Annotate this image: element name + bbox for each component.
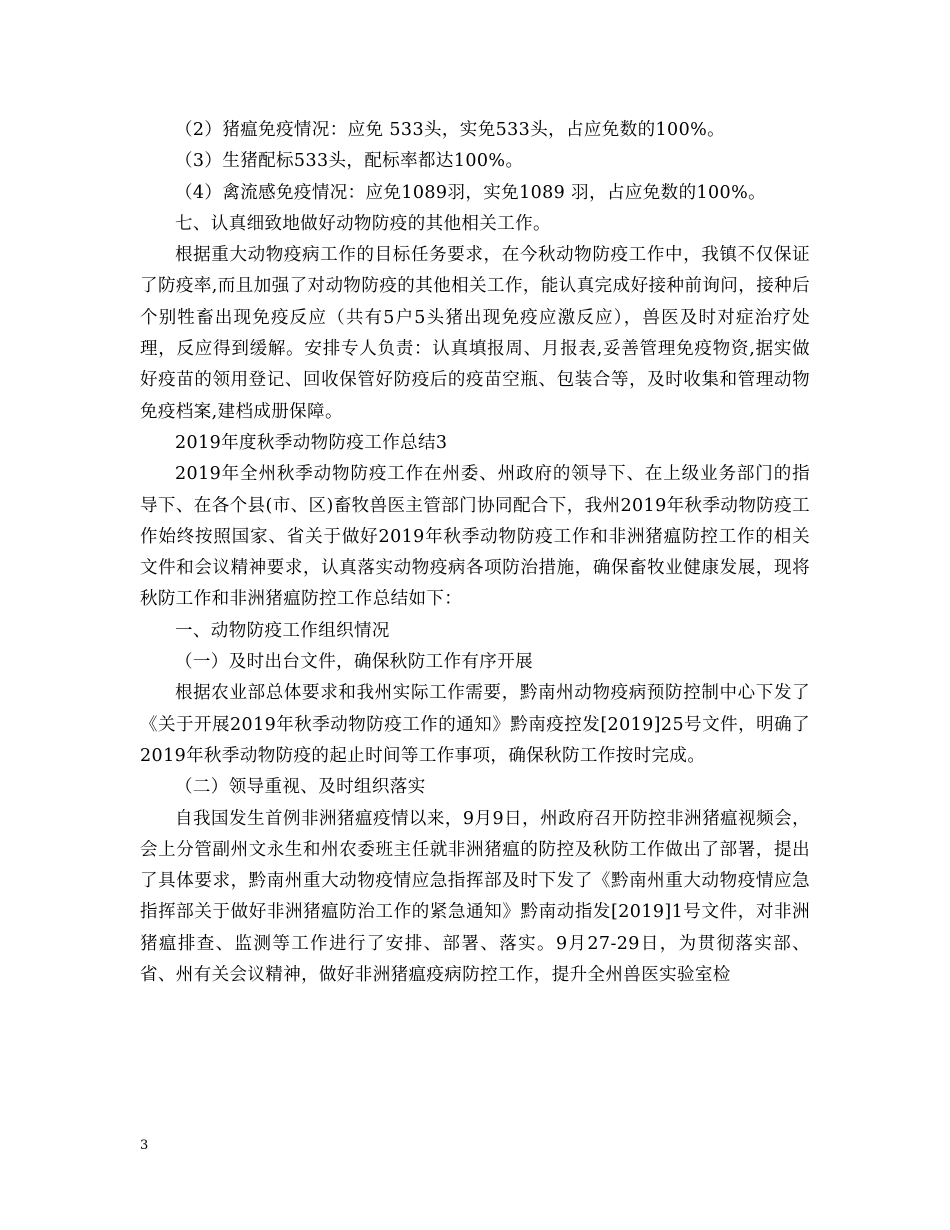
heading-subsection-one: （一）及时出台文件，确保秋防工作有序开展 xyxy=(175,652,533,673)
heading-subsection-two: （二）领导重视、及时组织落实 xyxy=(175,777,426,798)
document-body xyxy=(140,115,810,991)
page-number: 3 xyxy=(140,1138,149,1153)
paragraph-summary-intro: 2019年全州秋季动物防疫工作在州委、州政府的领导下、在上级业务部门的指导下、在各个县(市、区)畜牧兽医主管部门协同配合下，我州2019年秋季动物防疫工作始终按照国家、省关于做好2019年秋季动物防疫工作和非洲猪瘟防控工作的相关文件和会议精神要求，认真落实动物疫病各项防治措施，确保畜牧业健康发展，现将秋防工作和非洲猪瘟防控工作总结如下： xyxy=(140,464,810,610)
paragraph-issue-documents: 根据农业部总体要求和我州实际工作需要，黔南州动物疫病预防控制中心下发了《关于开展2019年秋季动物防疫工作的通知》黔南疫控发[2019]25号文件，明确了2019年秋季动物防疫的起止时间等工作事项，确保秋防工作按时完成。 xyxy=(140,683,810,766)
heading-section-one: 一、动物防疫工作组织情况 xyxy=(175,620,390,641)
paragraph-pig-ear-tags: （3）生猪配标533头，配标率都达100%。 xyxy=(175,151,524,172)
paragraph-swine-fever-immunization: （2）猪瘟免疫情况：应免 533头，实免533头，占应免数的100%。 xyxy=(175,120,726,140)
paragraph-avian-flu-immunization: （4）禽流感免疫情况：应免1089羽，实免1089 羽，占应免数的100%。 xyxy=(175,182,766,203)
heading-section-seven: 七、认真细致地做好动物防疫的其他相关工作。 xyxy=(175,213,551,234)
paragraph-other-prevention-work: 根据重大动物疫病工作的目标任务要求，在今秋动物防疫工作中，我镇不仅保证了防疫率,而且加强了对动物防疫的其他相关工作，能认真完成好接种前询问，接种后个别牲畜出现免疫反应（共有5户5头猪出现免疫应激反应），兽医及时对症治疗处理，反应得到缓解。安排专人负责：认真填报周、月报表,妥善管理免疫物资,据实做好疫苗的领用登记、回收保管好防疫后的疫苗空瓶、包装合等，及时收集和管理动物免疫档案,建档成册保障。 xyxy=(140,245,810,422)
heading-summary-title: 2019年度秋季动物防疫工作总结3 xyxy=(175,432,448,453)
paragraph-leadership-organization: 自我国发生首例非洲猪瘟疫情以来，9月9日，州政府召开防控非洲猪瘟视频会，会上分管副州文永生和州农委班主任就非洲猪瘟的防控及秋防工作做出了部署，提出了具体要求，黔南州重大动物疫情应急指挥部及时下发了《黔南州重大动物疫情应急指挥部关于做好非洲猪瘟防治工作的紧急通知》黔南动指发[2019]1号文件，对非洲猪瘟排查、监测等工作进行了安排、部署、落实。9月27-29日，为贯彻落实部、省、州有关会议精神，做好非洲猪瘟疫病防控工作，提升全州兽医实验室检 xyxy=(140,808,810,986)
